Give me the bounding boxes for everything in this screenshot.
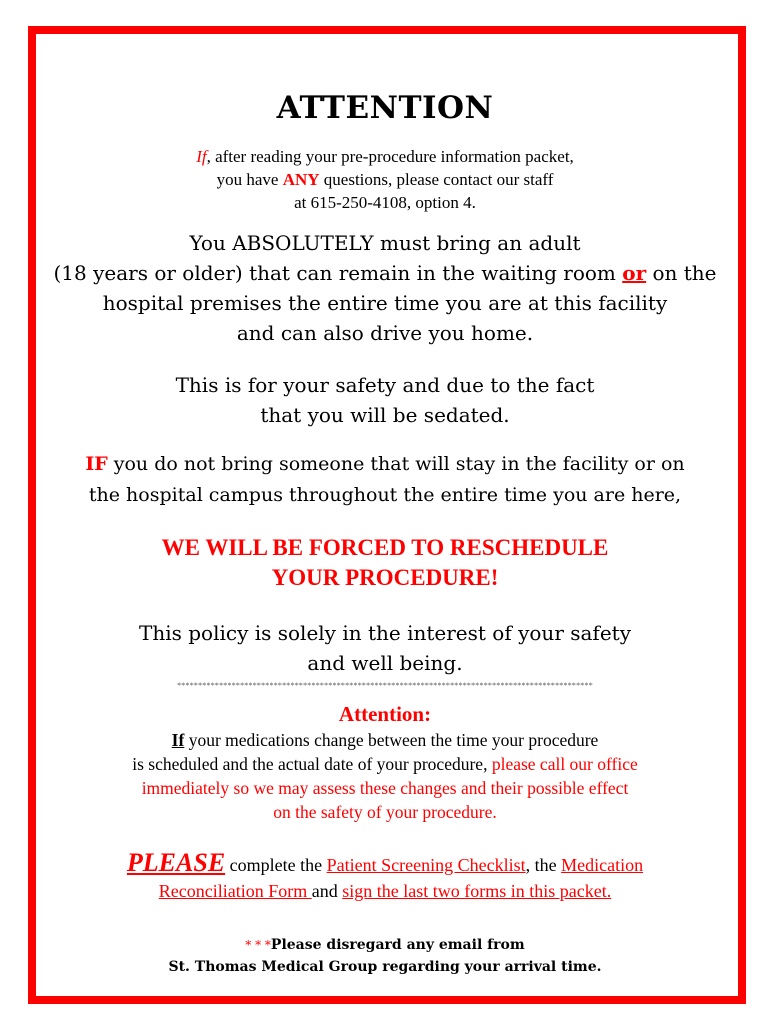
meds-line-2-pre: is scheduled and the actual date of your procedure,: [132, 754, 492, 774]
must-line-2: [0, 258, 770, 288]
must-line-3: hospital premises the entire time you are at this facility: [102, 291, 668, 315]
meds-line-4: on the safety of your procedure.: [273, 802, 497, 822]
email-disregard-note: [0, 934, 770, 978]
reschedule-warning: [0, 533, 770, 593]
must-line-4: and can also drive you home.: [236, 321, 534, 345]
must-line-2-post: on the: [646, 261, 717, 285]
must-or: or: [622, 261, 647, 285]
page-title: ATTENTION: [276, 90, 494, 126]
no-escort-paragraph: [0, 449, 770, 511]
must-line-2-pre: (18 years or older) that can remain in the waiting room: [53, 261, 623, 285]
forms-instruction: [0, 850, 770, 904]
please-word: PLEASE: [126, 848, 226, 877]
policy-line-1: This policy is solely in the interest of your safety: [139, 621, 631, 645]
please-text-2: , the: [525, 855, 562, 875]
disregard-line-2: St. Thomas Medical Group regarding your arrival time.: [168, 959, 602, 975]
intro-line-1: [0, 145, 770, 168]
disregard-stars: * * *: [245, 938, 271, 952]
please-line-2: [0, 878, 770, 904]
policy-line-2: and well being.: [307, 651, 463, 675]
intro-paragraph: [0, 145, 770, 214]
meds-line-3: immediately so we may assess these changes and their possible effect: [141, 778, 629, 798]
asterisk-divider: ***************************************************************************************************: [177, 681, 593, 690]
safety-line-1: This is for your safety and due to the fact: [175, 373, 595, 397]
ifno-if: IF: [85, 453, 108, 475]
intro-line-1-text: , after reading your pre-procedure information packet,: [206, 147, 574, 166]
intro-any: ANY: [282, 170, 320, 189]
intro-line-2-post: questions, please contact our staff: [319, 170, 554, 189]
adult-requirement-paragraph: [0, 228, 770, 348]
please-text-1: complete the: [225, 855, 327, 875]
please-text-3: and: [311, 881, 343, 901]
forced-line-1: WE WILL BE FORCED TO RESCHEDULE: [161, 535, 609, 560]
medication-attention-heading: Attention:: [338, 702, 432, 726]
medication-paragraph: [0, 728, 770, 824]
medication-reconciliation-ref-b: Reconciliation Form: [158, 881, 312, 901]
ifno-line-1: [0, 449, 770, 480]
sign-forms-ref: sign the last two forms in this packet.: [342, 881, 612, 901]
meds-call-office: please call our office: [491, 754, 638, 774]
please-line-1: [0, 850, 770, 878]
patient-screening-checklist-ref: Patient Screening Checklist: [326, 855, 526, 875]
meds-if: If: [171, 730, 185, 750]
intro-line-2: [0, 168, 770, 191]
safety-line-2: that you will be sedated.: [260, 403, 510, 427]
intro-if: If: [196, 147, 207, 166]
safety-paragraph: [0, 370, 770, 430]
disregard-line-1-text: Please disregard any email from: [270, 937, 525, 953]
disregard-line-1: [0, 934, 770, 956]
forced-line-2: YOUR PROCEDURE!: [271, 565, 499, 590]
meds-line-1-text: your medications change between the time your procedure: [184, 730, 599, 750]
policy-paragraph: [0, 618, 770, 678]
ifno-line-1-text: you do not bring someone that will stay in the facility or on: [107, 453, 685, 475]
ifno-line-2: the hospital campus throughout the entire time you are here,: [88, 484, 682, 506]
intro-line-2-pre: you have: [216, 170, 283, 189]
meds-line-1: [0, 728, 770, 752]
intro-phone-line: at 615-250-4108, option 4.: [294, 193, 476, 212]
must-line-1: You ABSOLUTELY must bring an adult: [189, 231, 581, 255]
medication-reconciliation-ref-a: Medication: [561, 855, 644, 875]
meds-line-2: [0, 752, 770, 776]
